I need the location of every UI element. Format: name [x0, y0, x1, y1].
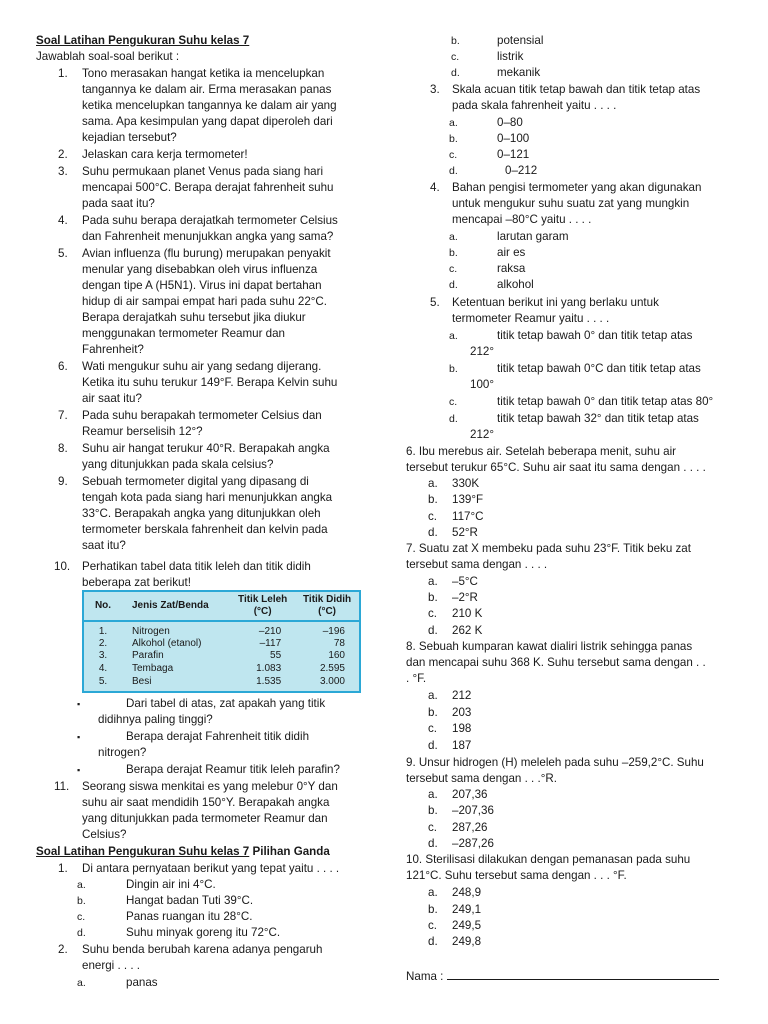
- mc5-opt-text: 212°: [470, 345, 494, 358]
- mc9-opt-text: –287,26: [452, 837, 494, 850]
- q10-sub-line: Berapa derajat Fahrenheit titik didih: [126, 730, 310, 743]
- mc4-opt-text: alkohol: [497, 278, 534, 291]
- q9-line: tengah kota pada siang hari menunjukkan angka: [82, 491, 333, 504]
- q11-line: Celsius?: [82, 828, 127, 841]
- mc3-opt-text: 0–80: [497, 116, 523, 129]
- q8-line: yang ditunjukkan pada skala celsius?: [82, 458, 274, 471]
- q11-line: Seorang siswa menkitai es yang melebur 0°Y dan: [82, 780, 338, 793]
- mc8-opt-text: 187: [452, 739, 472, 752]
- mc4-opt-text: raksa: [497, 262, 526, 275]
- q4-line: Pada suhu berapa derajatkah termometer Celsius: [82, 214, 338, 227]
- q9-line: Sebuah termometer digital yang dipasang di: [82, 475, 309, 488]
- q7-line: Pada suhu berapakah termometer Celsius dan: [82, 409, 322, 422]
- mc2-opt-letter: b.: [451, 35, 460, 47]
- mc9-opt-letter: b.: [428, 804, 438, 817]
- mc8-opt-letter: d.: [428, 739, 438, 752]
- mc5-number: 5.: [430, 296, 440, 309]
- q6-line: air saat itu?: [82, 392, 142, 405]
- mc5-line: Ketentuan berikut ini yang berlaku untuk: [452, 296, 659, 309]
- mc4-opt-letter: d.: [449, 279, 458, 291]
- mc2-line: energi . . . .: [82, 959, 140, 972]
- mc4-opt-text: larutan garam: [497, 230, 569, 243]
- mc5-opt-letter: b.: [449, 363, 458, 375]
- q3-line: Suhu permukaan planet Venus pada siang hari: [82, 165, 324, 178]
- mc7-opt-text: –2°R: [452, 591, 478, 604]
- mc1-number: 1.: [58, 862, 68, 875]
- mc7-opt-text: 262 K: [452, 624, 483, 637]
- q11-number: 11.: [54, 780, 70, 793]
- mc1-opt-letter: a.: [77, 879, 86, 891]
- q9-line: 33°C. Berapakah angka yang ditunjukkan oleh: [82, 507, 321, 520]
- mc7-opt-letter: b.: [428, 591, 438, 604]
- q5-number: 5.: [58, 247, 68, 260]
- mc5-line: termometer Reamur yaitu . . . .: [452, 312, 610, 325]
- mc10-opt-text: 249,1: [452, 903, 482, 916]
- mc10-line: 10. Sterilisasi dilakukan dengan pemanasan pada suhu: [406, 853, 691, 866]
- mc7-opt-text: 210 K: [452, 607, 483, 620]
- bullet-icon: ▪: [77, 699, 81, 709]
- table-row: 2. Alkohol (etanol) –117 78: [98, 637, 345, 649]
- q8-number: 8.: [58, 442, 68, 455]
- mc6-line: tersebut terukur 65°C. Suhu air saat itu sama dengan . . . .: [406, 461, 706, 474]
- mc7-line: 7. Suatu zat X membeku pada suhu 23°F. Titik beku zat: [406, 542, 691, 555]
- q10-sub-line: Dari tabel di atas, zat apakah yang titik: [126, 697, 326, 710]
- mc2-number: 2.: [58, 943, 68, 956]
- mc3-number: 3.: [430, 83, 440, 96]
- q6-line: Wati mengukur suhu air yang sedang dijerang.: [82, 360, 322, 373]
- mc4-line: mencapai –80°C yaitu . . . .: [452, 213, 592, 226]
- mc1-opt-letter: c.: [77, 911, 86, 923]
- mc8-opt-letter: c.: [428, 722, 438, 735]
- q1-line: tangannya ke dalam air. Erma merasakan panas: [82, 83, 332, 96]
- mc3-opt-text: 0–212: [505, 164, 538, 177]
- mc7-opt-text: –5°C: [452, 575, 478, 588]
- mc9-opt-text: 207,36: [452, 788, 488, 801]
- mc2-opt-letter: c.: [451, 51, 460, 63]
- header-melting-point: Titik Leleh (°C): [230, 591, 295, 621]
- mc10-opt-text: 248,9: [452, 886, 482, 899]
- bullet-icon: ▪: [77, 732, 81, 742]
- mc6-opt-letter: b.: [428, 493, 438, 506]
- mc3-opt-text: 0–121: [497, 148, 530, 161]
- mc-title: Soal Latihan Pengukuran Suhu kelas 7 Pilihan Ganda: [36, 845, 330, 858]
- mc9-opt-text: –207,36: [452, 804, 494, 817]
- mc4-line: Bahan pengisi termometer yang akan digunakan: [452, 181, 702, 194]
- mc3-opt-letter: d.: [449, 165, 458, 177]
- q3-line: mencapai 500°C. Berapa derajat fahrenheit suhu: [82, 181, 334, 194]
- mc3-line: pada skala fahrenheit yaitu . . . .: [452, 99, 617, 112]
- mc1-opt-text: Dingin air ini 4°C.: [126, 878, 216, 891]
- mc1-opt-letter: b.: [77, 895, 86, 907]
- q10-line: beberapa zat berikut!: [82, 576, 191, 589]
- q9-line: termometer berskala fahrenheit dan kelvin pada: [82, 523, 328, 536]
- mc10-opt-letter: d.: [428, 935, 438, 948]
- mc4-number: 4.: [430, 181, 440, 194]
- q3-line: pada saat itu?: [82, 197, 155, 210]
- q1-number: 1.: [58, 67, 68, 80]
- mc8-opt-text: 212: [452, 689, 472, 702]
- mc5-opt-text: titik tetap bawah 0° dan titik tetap atas 80°: [497, 395, 714, 408]
- mc7-opt-letter: c.: [428, 607, 438, 620]
- q9-number: 9.: [58, 475, 68, 488]
- mc3-line: Skala acuan titik tetap bawah dan titik tetap atas: [452, 83, 701, 96]
- mc10-opt-letter: b.: [428, 903, 438, 916]
- bullet-icon: ▪: [77, 765, 81, 775]
- mc4-opt-letter: a.: [449, 231, 458, 243]
- q10-number: 10.: [54, 560, 71, 573]
- mc4-opt-letter: c.: [449, 263, 458, 275]
- mc8-line: . °F.: [406, 672, 427, 685]
- table-row: 3. Parafin 55 160: [98, 650, 345, 662]
- mc2-opt-text: panas: [126, 976, 158, 989]
- q5-line: Berapa derajatkah suhu tersebut jika diukur: [82, 311, 306, 324]
- mc9-line: tersebut sama dengan . . .°R.: [406, 772, 557, 785]
- mc5-opt-letter: d.: [449, 413, 458, 425]
- header-boiling-point: Titik Didih (°C): [295, 591, 360, 621]
- mc5-opt-text: 100°: [470, 378, 494, 391]
- q9-line: saat itu?: [82, 539, 126, 552]
- essay-title: Soal Latihan Pengukuran Suhu kelas 7: [36, 34, 250, 47]
- mc8-line: 8. Sebuah kumparan kawat dialiri listrik sehingga panas: [406, 640, 693, 653]
- mc5-opt-text: titik tetap bawah 0°C dan titik tetap atas: [497, 362, 701, 375]
- mc5-opt-letter: a.: [449, 330, 458, 342]
- melting-boiling-point-table: [82, 590, 361, 693]
- mc8-line: dan mencapai suhu 368 K. Suhu tersebut sama dengan . .: [406, 656, 706, 669]
- mc1-question: Di antara pernyataan berikut yang tepat yaitu . . . .: [82, 862, 340, 875]
- mc2-line: Suhu benda berubah karena adanya pengaruh: [82, 943, 323, 956]
- table-row: 4. Tembaga 1.083 2.595: [98, 662, 345, 674]
- table-header-row: [83, 591, 360, 621]
- q5-line: Fahrenheit?: [82, 343, 144, 356]
- mc6-opt-letter: c.: [428, 510, 438, 523]
- mc5-opt-text: 212°: [470, 428, 494, 441]
- mc10-opt-text: 249,8: [452, 935, 482, 948]
- mc1-opt-letter: d.: [77, 927, 86, 939]
- mc3-opt-letter: a.: [449, 117, 458, 129]
- mc4-line: untuk mengukur suhu suatu zat yang mungkin: [452, 197, 690, 210]
- mc4-opt-letter: b.: [449, 247, 458, 259]
- mc1-opt-text: Suhu minyak goreng itu 72°C.: [126, 926, 281, 939]
- mc2-opt-text: potensial: [497, 34, 544, 47]
- mc10-opt-text: 249,5: [452, 919, 482, 932]
- mc9-opt-letter: d.: [428, 837, 438, 850]
- mc2-opt-text: mekanik: [497, 66, 541, 79]
- mc6-line: 6. Ibu merebus air. Setelah beberapa menit, suhu air: [406, 445, 677, 458]
- q11-line: yang ditunjukkan pada termometer Reamur dan: [82, 812, 328, 825]
- student-name-field[interactable]: [406, 967, 719, 985]
- mc3-opt-text: 0–100: [497, 132, 530, 145]
- mc2-opt-text: listrik: [497, 50, 524, 63]
- mc6-opt-text: 330K: [452, 477, 480, 490]
- mc1-opt-text: Hangat badan Tuti 39°C.: [126, 894, 254, 907]
- q6-number: 6.: [58, 360, 68, 373]
- header-no: No.: [83, 591, 122, 621]
- mc8-opt-text: 203: [452, 706, 472, 719]
- q5-line: Avian influenza (flu burung) merupakan penyakit: [82, 247, 331, 260]
- essay-instruction: Jawablah soal-soal berikut :: [36, 50, 180, 63]
- mc5-opt-letter: c.: [449, 396, 458, 408]
- q8-line: Suhu air hangat terukur 40°R. Berapakah angka: [82, 442, 330, 455]
- mc6-opt-text: 52°R: [452, 526, 478, 539]
- mc6-opt-text: 117°C: [452, 510, 484, 523]
- q1-line: Tono merasakan hangat ketika ia mencelupkan: [82, 67, 325, 80]
- mc9-opt-text: 287,26: [452, 821, 488, 834]
- q3-number: 3.: [58, 165, 68, 178]
- mc9-opt-letter: a.: [428, 788, 438, 801]
- q10-sub-line: Berapa derajat Reamur titik leleh parafin?: [126, 763, 340, 776]
- mc10-line: 121°C. Suhu tersebut sama dengan . . . °F.: [406, 869, 627, 882]
- mc5-opt-text: titik tetap bawah 0° dan titik tetap atas: [497, 329, 693, 342]
- mc6-opt-text: 139°F: [452, 493, 484, 506]
- mc6-opt-letter: a.: [428, 477, 438, 490]
- mc3-opt-letter: b.: [449, 133, 458, 145]
- mc3-opt-letter: c.: [449, 149, 458, 161]
- q10-line: Perhatikan tabel data titik leleh dan titik didih: [82, 560, 311, 573]
- name-underline[interactable]: [447, 967, 719, 980]
- header-substance: Jenis Zat/Benda: [122, 591, 230, 621]
- mc9-opt-letter: c.: [428, 821, 438, 834]
- mc5-opt-text: titik tetap bawah 32° dan titik tetap atas: [497, 412, 699, 425]
- q7-number: 7.: [58, 409, 68, 422]
- mc1-opt-text: Panas ruangan itu 28°C.: [126, 910, 253, 923]
- mc10-opt-letter: a.: [428, 886, 438, 899]
- mc6-opt-letter: d.: [428, 526, 438, 539]
- mc7-line: tersebut sama dengan . . . .: [406, 558, 548, 571]
- q6-line: Ketika itu suhu terukur 149°F. Berapa Kelvin suhu: [82, 376, 338, 389]
- mc8-opt-letter: b.: [428, 706, 438, 719]
- q2-line: Jelaskan cara kerja termometer!: [82, 148, 248, 161]
- mc2-opt-letter: d.: [451, 67, 460, 79]
- q1-line: sama. Apa kesimpulan yang dapat diperoleh dari: [82, 115, 333, 128]
- q11-line: suhu air saat mendidih 150°Y. Berapakah angka: [82, 796, 330, 809]
- mc9-line: 9. Unsur hidrogen (H) meleleh pada suhu –259,2°C. Suhu: [406, 756, 704, 769]
- mc2-opt-letter: a.: [77, 977, 86, 989]
- q10-sub-line: nitrogen?: [98, 746, 147, 759]
- q2-number: 2.: [58, 148, 68, 161]
- table-row: 1. Nitrogen –210 –196: [98, 626, 345, 637]
- table-row: 5. Besi 1.535 3.000: [98, 675, 345, 687]
- q1-line: ketika mencelupkan tangannya ke dalam air yang: [82, 99, 337, 112]
- q4-number: 4.: [58, 214, 68, 227]
- q1-line: kejadian tersebut?: [82, 131, 177, 144]
- mc7-opt-letter: d.: [428, 624, 438, 637]
- name-label: Nama :: [406, 970, 444, 983]
- q5-line: menular yang disebabkan oleh virus influenza: [82, 263, 318, 276]
- q4-line: dan Fahrenheit menunjukkan angka yang sama?: [82, 230, 334, 243]
- q5-line: menggunakan termometer Reamur dan: [82, 327, 285, 340]
- q5-line: hidup di air sampai empat hari pada suhu 22°C.: [82, 295, 328, 308]
- q7-line: Reamur berselisih 12°?: [82, 425, 203, 438]
- q10-sub-line: didihnya paling tinggi?: [98, 713, 213, 726]
- mc8-opt-text: 198: [452, 722, 472, 735]
- q5-line: dengan tipe A (H5N1). Virus ini dapat bertahan: [82, 279, 322, 292]
- mc4-opt-text: air es: [497, 246, 526, 259]
- mc8-opt-letter: a.: [428, 689, 438, 702]
- mc7-opt-letter: a.: [428, 575, 438, 588]
- mc10-opt-letter: c.: [428, 919, 438, 932]
